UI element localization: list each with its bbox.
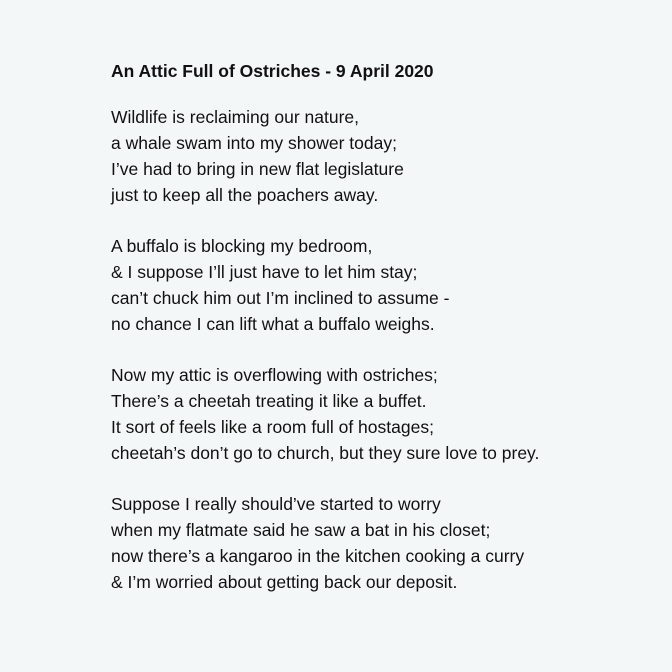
poem-body (111, 58, 661, 620)
poem-line: It sort of feels like a room full of hostages; (111, 417, 434, 437)
stanza-4 (111, 491, 661, 595)
poem-line: There’s a cheetah treating it like a buffet. (111, 391, 427, 411)
poem-line: I’ve had to bring in new flat legislature (111, 159, 404, 179)
poem-line: now there’s a kangaroo in the kitchen cooking a curry (111, 546, 525, 566)
stanza-2 (111, 233, 661, 337)
poem-line: A buffalo is blocking my bedroom, (111, 236, 373, 256)
poem-line: no chance I can lift what a buffalo weighs. (111, 314, 435, 334)
poem-line: Now my attic is overflowing with ostriches; (111, 365, 438, 385)
poem-line: cheetah’s don’t go to church, but they sure love to prey. (111, 443, 540, 463)
stanza-3 (111, 362, 661, 466)
poem-line: just to keep all the poachers away. (111, 185, 379, 205)
poem-line: can’t chuck him out I’m inclined to assume - (111, 288, 450, 308)
poem-line: a whale swam into my shower today; (111, 133, 397, 153)
poem-title: An Attic Full of Ostriches - 9 April 2020 (111, 61, 434, 81)
stanza-1 (111, 104, 661, 208)
poem-line: & I’m worried about getting back our deposit. (111, 572, 458, 592)
poem-line: Suppose I really should’ve started to worry (111, 494, 441, 514)
poem-line: Wildlife is reclaiming our nature, (111, 107, 360, 127)
poem-line: when my flatmate said he saw a bat in his closet; (111, 520, 491, 540)
poem-line: & I suppose I’ll just have to let him stay; (111, 262, 418, 282)
